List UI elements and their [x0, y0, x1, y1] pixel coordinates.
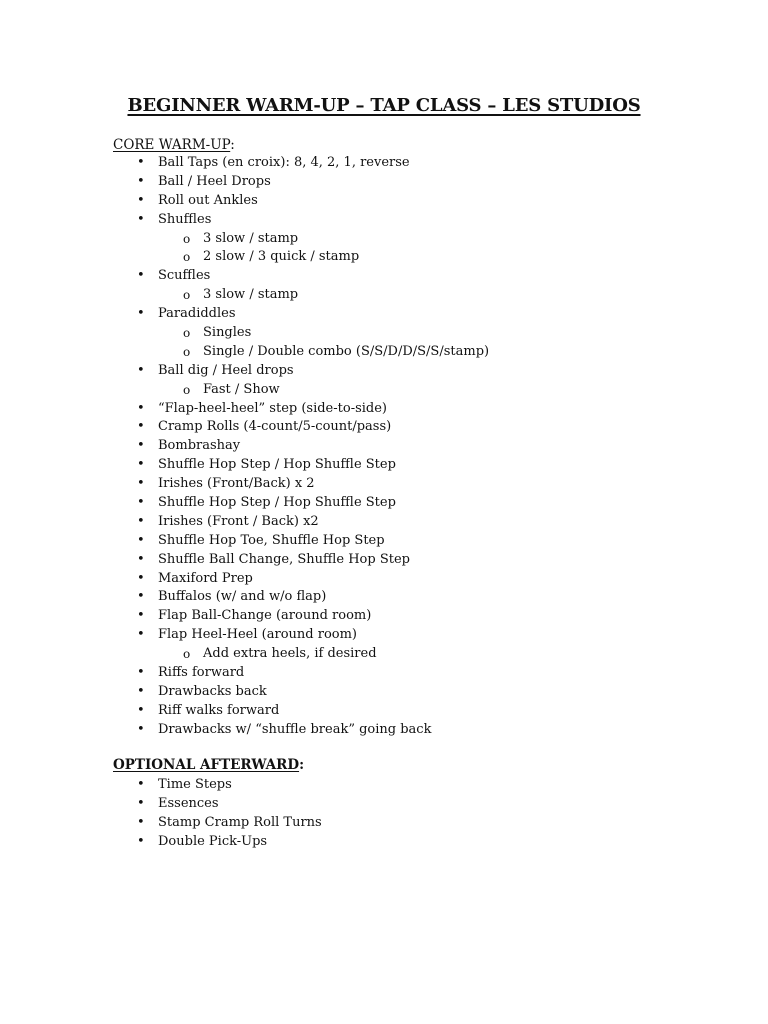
bullet-marker: • [137, 419, 145, 435]
bullet-marker: • [137, 306, 145, 322]
bullet-marker: • [137, 495, 145, 511]
sub-bullet-marker: o [183, 647, 191, 662]
bullet-marker: • [137, 532, 145, 548]
list-item-text: Ball / Heel Drops [158, 173, 271, 189]
bullet-marker: • [137, 814, 145, 830]
list-item-text: Flap Ball-Change (around room) [158, 608, 372, 624]
list-item-text: Drawbacks back [158, 683, 267, 699]
bullet-marker: • [137, 589, 145, 605]
bullet-marker: • [137, 777, 145, 792]
list-item-text: Time Steps [158, 777, 232, 792]
bullet-marker: • [137, 192, 145, 208]
bullet-marker: • [137, 608, 145, 624]
list-item-text: Essences [158, 795, 219, 811]
sub-bullet-marker: o [183, 382, 191, 397]
sub-list-item-text: 2 slow / 3 quick / stamp [203, 249, 360, 265]
bullet-marker: • [137, 795, 145, 811]
list-item-text: Ball Taps (en croix): 8, 4, 2, 1, reverse [158, 155, 410, 170]
sub-bullet-marker: o [183, 344, 191, 359]
sub-list-item-text: Singles [203, 325, 252, 341]
bullet-marker: • [137, 833, 145, 849]
list-item-text: Irishes (Front/Back) x 2 [158, 476, 315, 492]
section-heading-label: OPTIONAL AFTERWARD [113, 757, 300, 773]
document-title: BEGINNER WARM-UP – TAP CLASS – LES STUDIOS [127, 95, 641, 116]
bullet-marker: • [137, 362, 145, 378]
list-item-text: Drawbacks w/ “shuffle break” going back [158, 721, 432, 737]
list-item-text: Maxiford Prep [158, 570, 253, 586]
bullet-marker: • [137, 665, 145, 681]
sub-list-item-text: Fast / Show [203, 381, 280, 397]
bullet-marker: • [137, 513, 145, 529]
section-heading-label: CORE WARM-UP [113, 137, 231, 153]
bullet-marker: • [137, 702, 145, 718]
list-item-text: Flap Heel-Heel (around room) [158, 627, 357, 643]
bullet-marker: • [137, 551, 145, 567]
bullet-marker: • [137, 400, 145, 416]
list-item-text: Buffalos (w/ and w/o flap) [158, 589, 327, 605]
list-item-text: Stamp Cramp Roll Turns [158, 814, 322, 830]
list-item-text: Riffs forward [158, 665, 245, 681]
bullet-marker: • [137, 683, 145, 699]
list-item-text: Paradiddles [158, 306, 236, 322]
bullet-marker: • [137, 211, 145, 227]
heading-colon: : [299, 757, 305, 773]
list-item-text: Double Pick-Ups [158, 833, 268, 849]
list-item-text: “Flap-heel-heel” step (side-to-side) [158, 400, 388, 416]
bullet-marker: • [137, 721, 145, 737]
sub-list-item-text: Add extra heels, if desired [203, 646, 377, 662]
list-item-text: Shuffle Hop Step / Hop Shuffle Step [158, 495, 396, 511]
heading-colon: : [230, 137, 235, 153]
list-item-text: Roll out Ankles [158, 192, 258, 208]
bullet-marker: • [137, 268, 145, 284]
sub-list-item-text: Single / Double combo (S/S/D/D/S/S/stamp) [203, 343, 490, 359]
list-item-text: Shuffle Hop Toe, Shuffle Hop Step [158, 532, 385, 548]
list-item-text: Shuffles [158, 211, 212, 227]
bullet-marker: • [137, 457, 145, 473]
list-item-text: Irishes (Front / Back) x2 [158, 513, 319, 529]
sub-list-item-text: 3 slow / stamp [203, 230, 299, 246]
section-heading-optional-afterward [113, 756, 304, 775]
list-item-text: Shuffle Hop Step / Hop Shuffle Step [158, 457, 396, 473]
bullet-marker: • [137, 155, 145, 170]
bullet-marker: • [137, 627, 145, 643]
bullet-marker: • [137, 476, 145, 492]
sub-bullet-marker: o [183, 288, 191, 303]
bullet-marker: • [137, 173, 145, 189]
list-item-text: Riff walks forward [158, 702, 280, 718]
list-item-text: Bombrashay [158, 438, 241, 454]
sub-bullet-marker: o [183, 231, 191, 246]
list-item-text: Shuffle Ball Change, Shuffle Hop Step [158, 551, 410, 567]
bullet-marker: • [137, 438, 145, 454]
section-heading-core-warm-up [113, 136, 235, 155]
bullet-marker: • [137, 570, 145, 586]
list-item-text: Cramp Rolls (4-count/5-count/pass) [158, 419, 392, 435]
list-item-text: Ball dig / Heel drops [158, 362, 294, 378]
sub-list-item-text: 3 slow / stamp [203, 287, 299, 303]
list-item-text: Scuffles [158, 268, 211, 284]
sub-bullet-marker: o [183, 326, 191, 341]
sub-bullet-marker: o [183, 250, 191, 265]
